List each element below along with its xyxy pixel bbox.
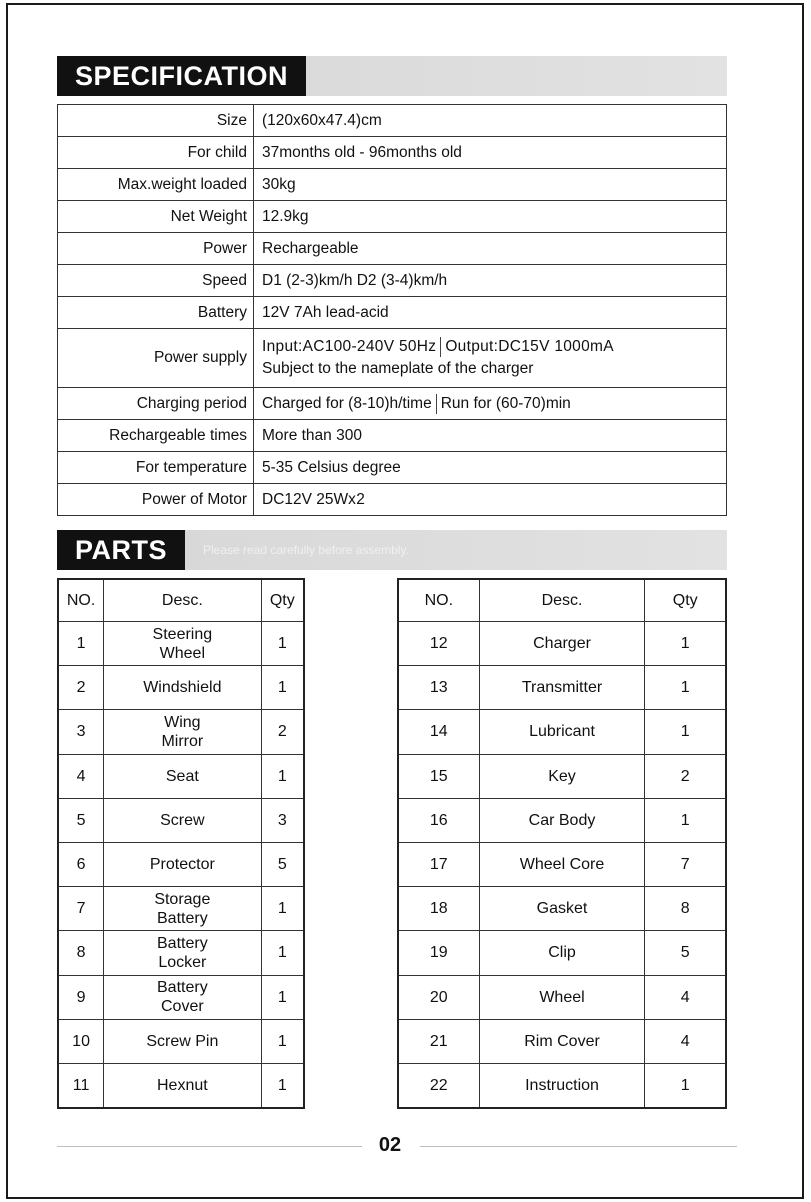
part-desc: Screw Pin [104,1019,261,1063]
specification-title: SPECIFICATION [57,56,306,96]
spec-row [58,201,727,233]
part-qty: 8 [645,887,726,931]
motor-power: DC12V 25W [262,490,349,508]
power-supply-output: Output:DC15V 1000mA [445,338,614,355]
part-qty: 1 [261,622,304,666]
spec-value [254,329,727,388]
part-no: 8 [58,931,104,975]
part-qty: 1 [645,666,726,710]
part-no: 21 [398,1019,479,1063]
part-no: 9 [58,975,104,1019]
part-no: 12 [398,622,479,666]
part-no: 13 [398,666,479,710]
part-row [58,622,304,666]
part-desc: Hexnut [104,1063,261,1108]
spec-row [58,137,727,169]
part-qty: 4 [645,1019,726,1063]
part-row [58,798,304,842]
part-desc: Windshield [104,666,261,710]
part-qty: 3 [261,798,304,842]
spec-label: Max.weight loaded [58,169,254,201]
part-desc: Steering Wheel [104,622,261,666]
part-no: 6 [58,842,104,886]
parts-header-row [58,579,304,622]
spec-label: Battery [58,297,254,329]
spec-label: Power of Motor [58,484,254,516]
header-no: NO. [58,579,104,622]
part-qty: 1 [261,1019,304,1063]
specification-banner [57,56,727,96]
spec-row [58,297,727,329]
spec-value: 5-35 Celsius degree [254,452,727,484]
part-qty: 1 [645,1063,726,1108]
part-no: 4 [58,754,104,798]
part-row [398,1063,726,1108]
header-qty: Qty [645,579,726,622]
part-row [58,931,304,975]
spec-value: 12.9kg [254,201,727,233]
run-time: Run for (60-70)min [440,394,571,412]
motor-count: x2 [348,490,366,508]
part-qty: 1 [261,1063,304,1108]
part-no: 14 [398,710,479,754]
spec-row [58,388,727,420]
spec-value: (120x60x47.4)cm [254,105,727,137]
part-row [398,931,726,975]
part-row [58,666,304,710]
spec-label: Charging period [58,388,254,420]
spec-row [58,420,727,452]
part-no: 7 [58,887,104,931]
spec-row [58,265,727,297]
part-row [58,1019,304,1063]
part-row [58,842,304,886]
part-qty: 1 [645,798,726,842]
part-qty: 1 [645,710,726,754]
spec-row [58,233,727,265]
part-qty: 1 [261,754,304,798]
part-no: 19 [398,931,479,975]
power-supply-note: Subject to the nameplate of the charger [262,360,534,377]
part-qty: 2 [645,754,726,798]
part-qty: 1 [645,622,726,666]
part-desc: Transmitter [479,666,645,710]
part-no: 18 [398,887,479,931]
part-no: 11 [58,1063,104,1108]
header-no: NO. [398,579,479,622]
spec-value: 37months old - 96months old [254,137,727,169]
spec-value: 30kg [254,169,727,201]
spec-label: For temperature [58,452,254,484]
part-qty: 1 [261,887,304,931]
part-desc: Screw [104,798,261,842]
part-row [398,887,726,931]
part-qty: 7 [645,842,726,886]
part-qty: 5 [261,842,304,886]
spec-value: 12V 7Ah lead-acid [254,297,727,329]
parts-table-left [57,578,305,1109]
part-desc: Protector [104,842,261,886]
charging-time: Charged for (8-10)h/time [262,394,432,412]
part-desc: Key [479,754,645,798]
header-desc: Desc. [479,579,645,622]
part-desc: Clip [479,931,645,975]
part-desc: Storage Battery [104,887,261,931]
part-qty: 5 [645,931,726,975]
part-row [398,975,726,1019]
part-row [58,975,304,1019]
part-desc: Instruction [479,1063,645,1108]
part-qty: 1 [261,931,304,975]
part-row [58,754,304,798]
part-desc: Wheel [479,975,645,1019]
cell-divider [440,337,441,357]
part-row [58,710,304,754]
part-desc: Gasket [479,887,645,931]
part-no: 20 [398,975,479,1019]
footer-divider-left [57,1146,362,1147]
spec-label: Power [58,233,254,265]
part-qty: 4 [645,975,726,1019]
spec-label: Net Weight [58,201,254,233]
spec-value: More than 300 [254,420,727,452]
spec-value: D1 (2-3)km/h D2 (3-4)km/h [254,265,727,297]
part-no: 3 [58,710,104,754]
part-desc: Charger [479,622,645,666]
header-qty: Qty [261,579,304,622]
part-row [398,842,726,886]
part-qty: 1 [261,975,304,1019]
spec-value [254,484,727,516]
power-supply-input: Input:AC100-240V 50Hz [262,338,437,355]
part-row [398,754,726,798]
part-desc: Lubricant [479,710,645,754]
part-desc: Wheel Core [479,842,645,886]
footer-divider-right [420,1146,737,1147]
power-supply-io [262,336,718,358]
part-no: 1 [58,622,104,666]
part-row [398,666,726,710]
specification-table [57,104,727,516]
part-desc: Seat [104,754,261,798]
part-row [398,798,726,842]
spec-row [58,169,727,201]
parts-title: PARTS [57,530,185,570]
spec-label: Rechargeable times [58,420,254,452]
part-row [398,710,726,754]
parts-table-right [397,578,727,1109]
part-no: 10 [58,1019,104,1063]
spec-label: For child [58,137,254,169]
part-row [398,622,726,666]
spec-row [58,452,727,484]
part-qty: 2 [261,710,304,754]
part-desc: Car Body [479,798,645,842]
spec-label: Size [58,105,254,137]
part-row [58,887,304,931]
spec-label: Power supply [58,329,254,388]
page-number: 02 [378,1134,402,1156]
part-row [58,1063,304,1108]
part-desc: Rim Cover [479,1019,645,1063]
part-no: 22 [398,1063,479,1108]
part-no: 2 [58,666,104,710]
parts-banner [57,530,727,570]
part-no: 16 [398,798,479,842]
header-desc: Desc. [104,579,261,622]
part-no: 15 [398,754,479,798]
part-row [398,1019,726,1063]
cell-divider [436,394,437,414]
spec-value: Rechargeable [254,233,727,265]
spec-value [254,388,727,420]
spec-row [58,105,727,137]
parts-note: Please read carefully before assembly. [203,543,409,557]
part-qty: 1 [261,666,304,710]
part-desc: Battery Cover [104,975,261,1019]
parts-header-row [398,579,726,622]
spec-row [58,329,727,388]
spec-row [58,484,727,516]
spec-label: Speed [58,265,254,297]
part-no: 17 [398,842,479,886]
part-desc: Battery Locker [104,931,261,975]
part-desc: Wing Mirror [104,710,261,754]
part-no: 5 [58,798,104,842]
